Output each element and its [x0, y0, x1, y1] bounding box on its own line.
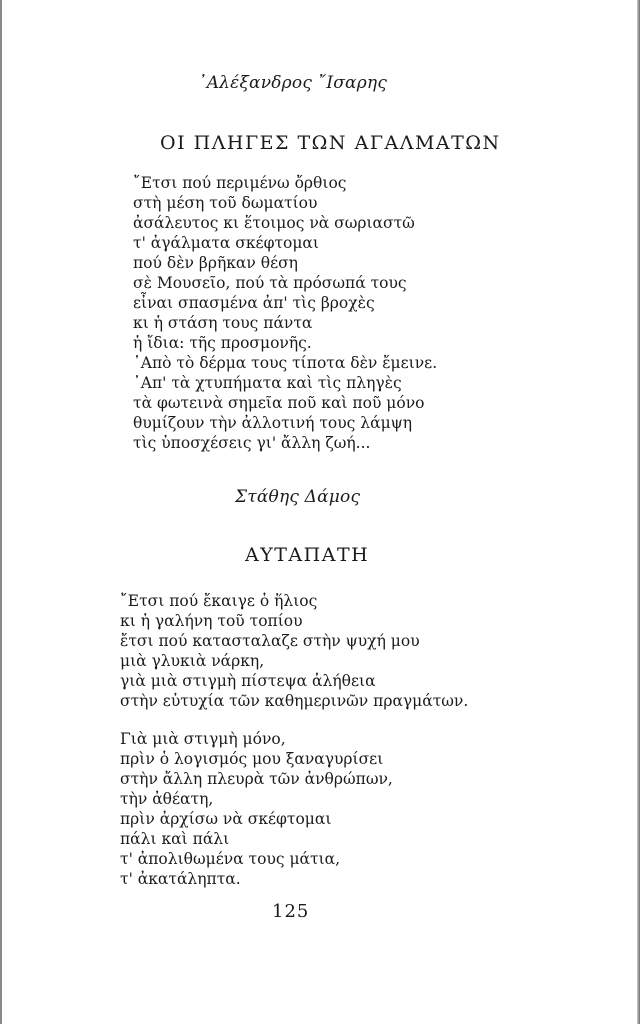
poem-line: ᾿Απ' τὰ χτυπήματα καὶ τὶς πληγὲς	[133, 374, 402, 392]
poem-line: ἔτσι πού κατασταλαζε στὴν ψυχή μου	[120, 632, 420, 650]
poem-line: ἀσάλευτος κι ἕτοιμος νὰ σωριαστῶ	[133, 214, 415, 232]
poem-line: εἶναι σπασμένα ἀπ' τὶς βροχὲς	[133, 294, 375, 312]
poem-1-title: ΟΙ ΠΛΗΓΕΣ ΤΩΝ ΑΓΑΛΜΑΤΩΝ	[160, 132, 501, 154]
poem-line: κι ἡ γαλήνη τοῦ τοπίου	[120, 612, 303, 630]
poem-line: κι ἡ στάση τους πάντα	[133, 314, 313, 332]
poem-2-stanza-2	[120, 729, 393, 889]
poem-line: τὴν ἀθέατη,	[120, 790, 214, 808]
poem-line: πρὶν ὁ λογισμός μου ξαναγυρίσει	[120, 750, 384, 768]
poem-line: τὶς ὑποσχέσεις γι' ἄλλη ζωή...	[133, 434, 371, 452]
poem-line: πού δὲν βρῆκαν θέση	[133, 254, 298, 272]
poem-line: τ' ἀπολιθωμένα τους μάτια,	[120, 850, 341, 868]
poem-line: ἡ ἴδια: τῆς προσμονῆς.	[133, 334, 312, 352]
page-number: 125	[272, 901, 310, 922]
poem-line: ᾿Απὸ τὸ δέρμα τους τίποτα δὲν ἔμεινε.	[133, 354, 438, 372]
poem-line: γιὰ μιὰ στιγμὴ πίστεψα ἀλήθεια	[120, 672, 376, 690]
poem-line: Γιὰ μιὰ στιγμὴ μόνο,	[120, 730, 286, 748]
poem-1-body	[133, 173, 437, 453]
poem-line: τὰ φωτεινὰ σημεῖα ποῦ καὶ ποῦ μόνο	[133, 394, 425, 412]
poem-line: ῎Ετσι πού ἔκαιγε ὁ ἥλιος	[120, 592, 318, 610]
poem-2-author: Στάθης Δάμος	[235, 487, 361, 507]
poem-line: θυμίζουν τὴν ἀλλοτινή τους λάμψη	[133, 414, 413, 432]
poem-line: τ' ἀγάλματα σκέφτομαι	[133, 234, 319, 252]
poem-line: πάλι καὶ πάλι	[120, 830, 230, 848]
poem-line: μιὰ γλυκιὰ νάρκη,	[120, 652, 265, 670]
poem-1-author: ᾿Αλέξανδρος ῎Ισαρης	[198, 73, 388, 93]
poem-line: τ' ἀκατάληπτα.	[120, 870, 241, 888]
poem-line: στὴν ἄλλη πλευρὰ τῶν ἀνθρώπων,	[120, 770, 393, 788]
poem-line: πρὶν ἀρχίσω νὰ σκέφτομαι	[120, 810, 332, 828]
poem-line: στὴ μέση τοῦ δωματίου	[133, 194, 318, 212]
poem-line: σὲ Μουσεῖο, πού τὰ πρόσωπά τους	[133, 274, 407, 292]
poem-line: στὴν εὐτυχία τῶν καθημερινῶν πραγμάτων.	[120, 692, 469, 710]
poem-2-stanza-1	[120, 591, 468, 711]
poem-2-title: ΑΥΤΑΠΑΤΗ	[245, 544, 370, 566]
poem-line: ῎Ετσι πού περιμένω ὄρθιος	[133, 174, 347, 192]
page-left-edge	[0, 0, 2, 1024]
